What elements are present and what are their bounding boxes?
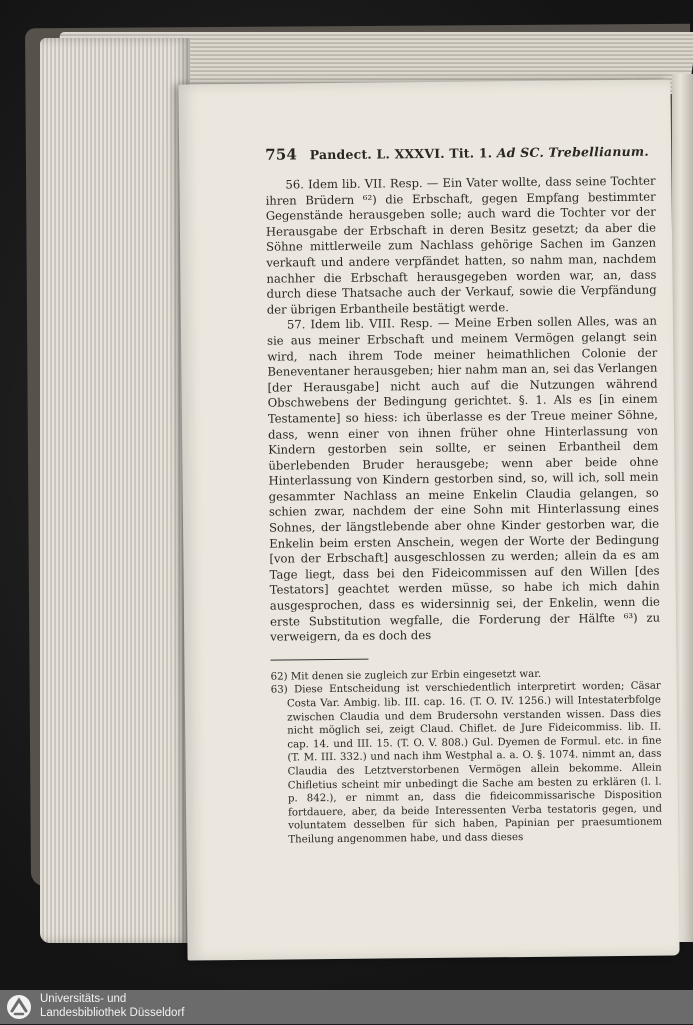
footnote-62: 62) Mit denen sie zugleich zur Erbin eingesetzt war. [270, 668, 542, 683]
page-header [265, 142, 655, 164]
page-text-area [265, 142, 662, 848]
paragraph-56: 56. Idem lib. VII. Resp. — Ein Vater wollte, dass seine Tochter ihren Brüdern ⁶²) die Erbschaft, gegen Empfang bestimmter Gegenstände herausgeben solle; auch ward die Tochter vor der Herausgabe der Erbschaft in deren Besitz gesetzt; da aber die Söhne mittlerweile zum Nachlass gehörige Sachen im Ganzen verkauft und andere verpfändet hatten, so nahm man, nachdem nachher die Erbschaft herausgegeben worden war, an, dass durch diese Thatsache auch der Verkauf, sowie die Verpfändung der übrigen Erbantheile bestätigt werde. [265, 173, 657, 317]
footnotes [271, 666, 663, 847]
main-text [265, 174, 660, 646]
page-number: 754 [265, 145, 298, 164]
page-stack-left [40, 38, 190, 943]
footnote-divider [270, 658, 368, 660]
header-subtitle: Ad SC. Trebellianum. [496, 143, 649, 161]
paragraph-57: 57. Idem lib. VIII. Resp. — Meine Erben sollen Alles, was an sie aus meiner Erbschaft und meinem Vermögen gelangt sein wird, nach ihrem Tode meiner heimathlichen Colonie der Beneventaner herausgeben; hier nahm man an, sei das Verlangen [der Herausgabe] nicht auch auf die Nutzungen während Obschwebens der Bedingung gerichtet. §. 1. Als es [in einem Testamente] so hiess: ich überlasse es der Treue meiner Söhne, dass, wenn einer von ihnen früher ohne Hinterlassung von Kindern gestorben sein sollte, er seinen Erbantheil dem überlebenden Bruder herausgebe; wenn aber beide ohne Hinterlassung von Kindern gestorben sind, so, will ich, soll mein gesammter Nachlass an meine Enkelin Claudia gelangen, so schien zwar, nachdem der eine Sohn mit Hinterlassung eines Sohnes, der längstlebende aber ohne Kinder gestorben war, die Enkelin beim ersten Anschein, wegen der Worte der Bedingung [von der Erbschaft] ausgeschlossen zu werden; allein da es am Tage liegt, dass bei den Fideicommissen auf den Willen [des Testators] geachtet werden müsse, so habe ich mich dahin ausgesprochen, dass es widersinnig sei, der Enkelin, wenn die erste Substitution wegfalle, die Forderung der Hälfte ⁶³) zu verweigern, da es doch des [267, 313, 661, 644]
book-page [178, 79, 679, 960]
footnote-63: 63) Diese Entscheidung ist verschiedentlich interpretirt worden; Cäsar Costa Var. Ambig. lib. III. cap. 16. (T. O. IV. 1256.) will Intestaterbfolge zwischen Claudia und dem Brudersohn verstanden wissen. Dass dies nicht möglich sei, zeigt Claud. Chiflet. de Jure Fideicommiss. lib. II. cap. 14. und III. 15. (T. O. V. 808.) Gul. Dyemen de Formul. etc. in fine (T. M. III. 332.) und nach ihm Westphal a. a. O. §. 1074. nimmt an, dass Claudia des Letztverstorbenen Vermögen allein bekomme. Allein Chifletius scheint mir unbedingt die Sache am besten zu erklären (l. l. p. 842.), er nimmt an, dass die fideicommissarische Disposition fortdauere, aber, da beide Interessenten Verba testatoris gegen, und voluntatem desselben für sich haben, Papinian per praesumtionem Theilung angenommen habe, und dass dieses [270, 680, 663, 846]
ulb-logo-icon[interactable] [6, 994, 32, 1020]
library-name-line1[interactable]: Universitäts- und [40, 993, 127, 1005]
library-footer [0, 990, 693, 1024]
library-name-line2[interactable]: Landesbibliothek Düsseldorf [40, 1007, 185, 1019]
header-title: Pandect. L. XXXVI. Tit. 1. [309, 145, 493, 163]
